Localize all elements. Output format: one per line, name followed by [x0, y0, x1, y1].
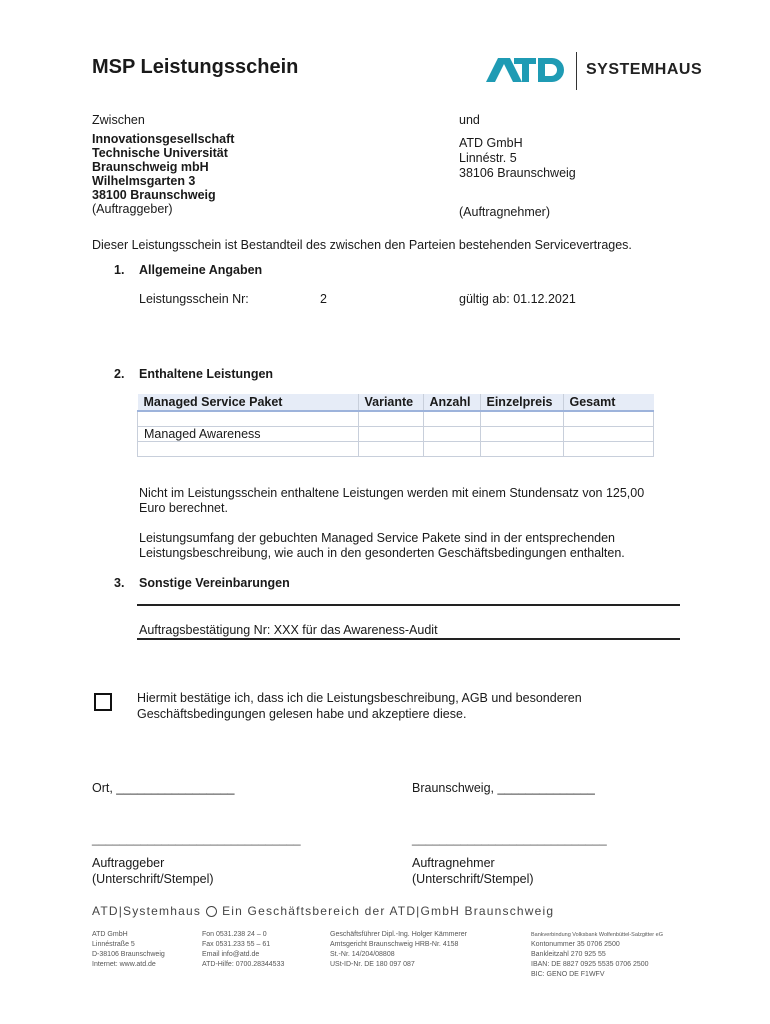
accept-terms-checkbox[interactable]: [94, 693, 112, 711]
contractor-role: (Auftragnehmer): [459, 205, 551, 219]
table-cell: [358, 427, 423, 442]
footer-brand: ATD|Systemhaus: [92, 904, 202, 918]
table-cell: [358, 442, 423, 457]
signer-stamp-label: (Unterschrift/Stempel): [412, 872, 534, 886]
signature-line-left[interactable]: ______________________________: [92, 832, 301, 846]
footer-line: Amtsgericht Braunschweig HRB-Nr. 4158: [330, 941, 459, 948]
contract-number-value: 2: [320, 292, 327, 306]
signer-role: Auftraggeber: [92, 856, 165, 870]
footer-line: Email info@atd.de: [202, 951, 260, 958]
footer-line: Internet: www.atd.de: [92, 961, 156, 968]
table-row: [138, 442, 654, 457]
col-header-quantity: Anzahl: [423, 394, 480, 411]
document-title: MSP Leistungsschein: [92, 56, 299, 78]
contractor-line: 38106 Braunschweig: [459, 166, 576, 180]
accept-terms-text: [137, 690, 582, 722]
client-line: Braunschweig mbH: [92, 160, 209, 174]
hourly-rate-note: [139, 486, 644, 516]
between-label: Zwischen: [92, 113, 145, 127]
client-line: Technische Universität: [92, 146, 228, 160]
place-date-left[interactable]: Ort, _________________: [92, 781, 235, 795]
footer-line: Kontonummer 35 0706 2500: [531, 941, 620, 948]
table-header-row: [138, 394, 654, 411]
logo-divider: [576, 52, 577, 90]
table-cell: [480, 411, 563, 427]
table-cell: [423, 427, 480, 442]
client-line: 38100 Braunschweig: [92, 188, 216, 202]
place-date-right[interactable]: Braunschweig, ______________: [412, 781, 595, 795]
contractor-line: Linnéstr. 5: [459, 151, 517, 165]
table-cell: [138, 442, 359, 457]
col-header-package: Managed Service Paket: [138, 394, 359, 411]
confirm-line: Geschäftsbedingungen gelesen habe und akzeptiere diese.: [137, 707, 467, 721]
order-confirmation-text[interactable]: Auftragsbestätigung Nr: XXX für das Awareness-Audit: [139, 623, 438, 637]
signature-block-right: [412, 855, 534, 887]
section-3-number: 3.: [114, 576, 125, 590]
client-line: Innovationsgesellschaft: [92, 132, 235, 146]
top-rule: [137, 604, 680, 606]
col-header-unit-price: Einzelpreis: [480, 394, 563, 411]
note-line: Euro berechnet.: [139, 501, 228, 515]
col-header-variant: Variante: [358, 394, 423, 411]
services-table: [137, 394, 654, 457]
valid-from: gültig ab: 01.12.2021: [459, 292, 576, 306]
table-cell: [138, 411, 359, 427]
footer-line: Bankverbindung Volksbank Wolfenbüttel-Salzgitter eG: [531, 932, 663, 938]
signer-stamp-label: (Unterschrift/Stempel): [92, 872, 214, 886]
atd-logo-icon: [486, 56, 566, 84]
footer-line: Geschäftsführer Dipl.-Ing. Holger Kämmerer: [330, 931, 467, 938]
contractor-line: ATD GmbH: [459, 136, 523, 150]
footer-line: ATD GmbH: [92, 931, 128, 938]
footer-legal-column: [330, 930, 467, 970]
note-line: Nicht im Leistungsschein enthaltene Leistungen werden mit einem Stundensatz von 125,00: [139, 486, 645, 500]
footer-line: Linnéstraße 5: [92, 941, 135, 948]
scope-note: [139, 531, 625, 561]
section-3-title: Sonstige Vereinbarungen: [139, 576, 290, 590]
confirm-line: Hiermit bestätige ich, dass ich die Leistungsbeschreibung, AGB und besonderen: [137, 691, 582, 705]
section-1-number: 1.: [114, 263, 125, 277]
footer-line: BIC: GENO DE F1WFV: [531, 971, 605, 978]
note-line: Leistungsbeschreibung, wie auch in den gesonderten Geschäftsbedingungen enthalten.: [139, 546, 625, 560]
table-cell: [563, 427, 654, 442]
table-row: [138, 411, 654, 427]
contractor-address: [459, 136, 576, 181]
table-cell: [423, 411, 480, 427]
client-role: (Auftraggeber): [92, 202, 173, 216]
footer-line: D-38106 Braunschweig: [92, 951, 165, 958]
footer-line: Bankleitzahl 270 925 55: [531, 951, 606, 958]
table-cell: Managed Awareness: [138, 427, 359, 442]
footer-line: USt-ID-Nr. DE 180 097 087: [330, 961, 415, 968]
section-2-title: Enthaltene Leistungen: [139, 367, 274, 381]
table-cell: [358, 411, 423, 427]
table-row: [138, 427, 654, 442]
contract-number-label: Leistungsschein Nr:: [139, 292, 249, 306]
footer-tagline: Ein Geschäftsbereich der ATD|GmbH Braunschweig: [222, 904, 555, 918]
client-address: [92, 132, 234, 216]
table-cell: [563, 442, 654, 457]
footer-line: Fon 0531.238 24 – 0: [202, 931, 267, 938]
footer-bank-column: [531, 930, 663, 980]
company-logo: [486, 52, 716, 92]
signature-block-left: [92, 855, 214, 887]
table-cell: [480, 442, 563, 457]
section-2-number: 2.: [114, 367, 125, 381]
logo-systemhaus-text: SYSTEMHAUS: [586, 61, 703, 78]
footer-line: IBAN: DE 8827 0925 5535 0706 2500: [531, 961, 649, 968]
footer-contact-column: [202, 930, 284, 970]
client-line: Wilhelmsgarten 3: [92, 174, 196, 188]
footer-company-column: [92, 930, 165, 970]
table-cell: [480, 427, 563, 442]
note-line: Leistungsumfang der gebuchten Managed Service Pakete sind in der entsprechenden: [139, 531, 616, 545]
circle-icon: [206, 906, 217, 917]
section-1-title: Allgemeine Angaben: [139, 263, 263, 277]
table-cell: [423, 442, 480, 457]
footer-line: ATD-Hilfe: 0700.28344533: [202, 961, 285, 968]
col-header-total: Gesamt: [563, 394, 654, 411]
footer-heading: [92, 904, 554, 918]
and-label: und: [459, 113, 480, 127]
footer-line: Fax 0531.233 55 – 61: [202, 941, 271, 948]
intro-text: Dieser Leistungsschein ist Bestandteil des zwischen den Parteien bestehenden Servicevertrages.: [92, 238, 632, 252]
footer-line: St.-Nr. 14/204/08808: [330, 951, 395, 958]
signer-role: Auftragnehmer: [412, 856, 495, 870]
table-cell: [563, 411, 654, 427]
bottom-rule: [137, 638, 680, 640]
signature-line-right[interactable]: ____________________________: [412, 832, 607, 846]
